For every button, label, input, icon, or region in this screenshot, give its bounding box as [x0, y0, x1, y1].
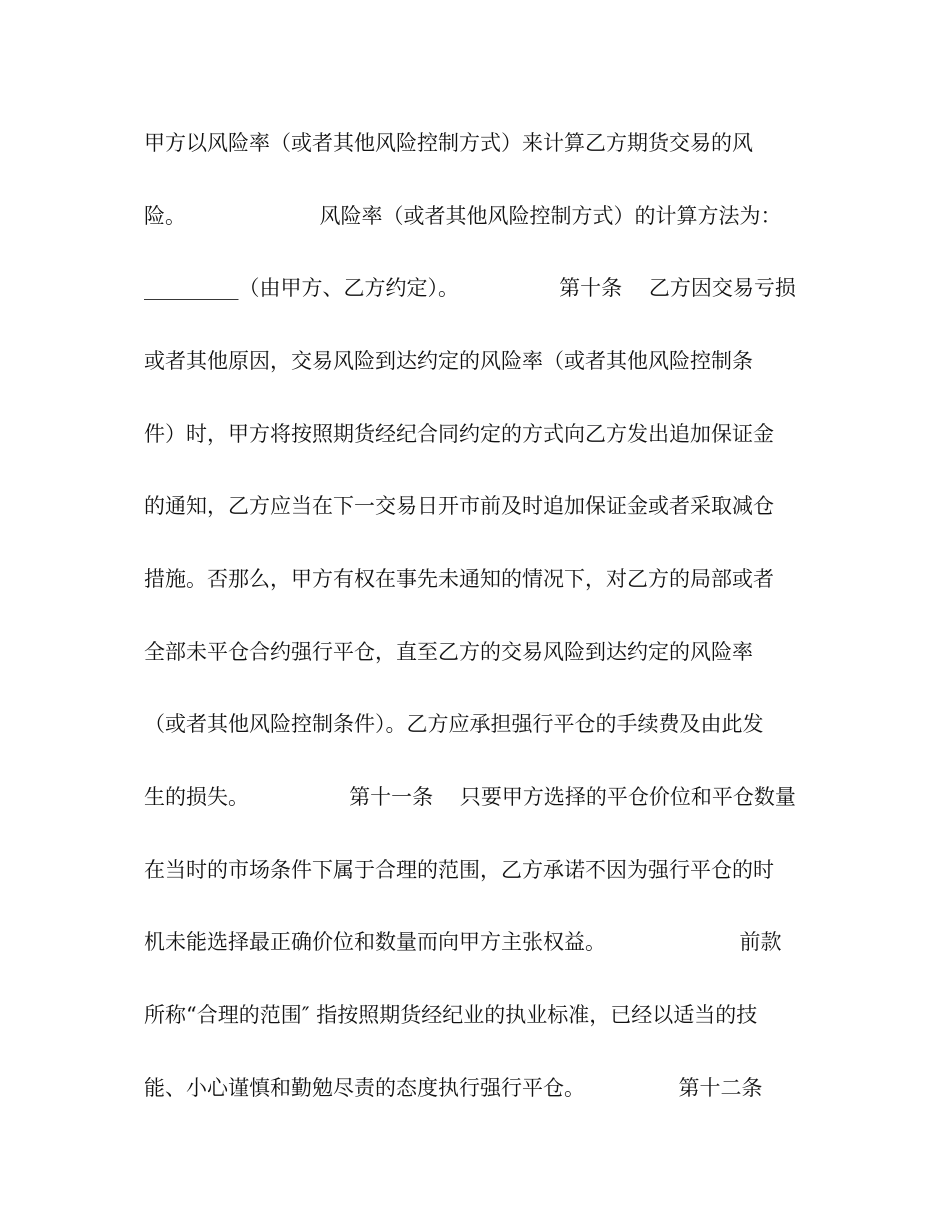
text-line: 能、小心谨慎和勤勉尽责的态度执行强行平仓。 第十二条: [144, 1076, 763, 1100]
text-line: 险。 风险率（或者其他风险控制方式）的计算方法为：: [144, 204, 782, 228]
text-line: 的通知，乙方应当在下一交易日开市前及时追加保证金或者采取减仓: [144, 494, 774, 518]
text-line: （或者其他风险控制条件）。乙方应承担强行平仓的手续费及由此发: [144, 712, 764, 736]
text-line: 在当时的市场条件下属于合理的范围，乙方承诺不因为强行平仓的时: [144, 858, 774, 882]
text-line: 甲方以风险率（或者其他风险控制方式）来计算乙方期货交易的风: [144, 131, 753, 155]
text-line: 或者其他原因，交易风险到达约定的风险率（或者其他风险控制条: [144, 349, 753, 373]
text-line: _________（由甲方、乙方约定）。 第十条 乙方因交易亏损: [144, 276, 796, 300]
text-line: 机未能选择最正确价位和数量而向甲方主张权益。 前款: [144, 930, 782, 954]
text-line: 生的损失。 第十一条 只要甲方选择的平仓价位和平仓数量: [144, 785, 796, 809]
text-line: 件）时，甲方将按照期货经纪合同约定的方式向乙方发出追加保证金: [144, 422, 774, 446]
text-line: 措施。否那么，甲方有权在事先未通知的情况下，对乙方的局部或者: [144, 567, 774, 591]
text-line: 全部未平仓合约强行平仓，直至乙方的交易风险到达约定的风险率: [144, 640, 753, 664]
text-line: 所称“合理的范围″ 指按照期货经纪业的执业标准，已经以适当的技: [144, 1003, 758, 1027]
